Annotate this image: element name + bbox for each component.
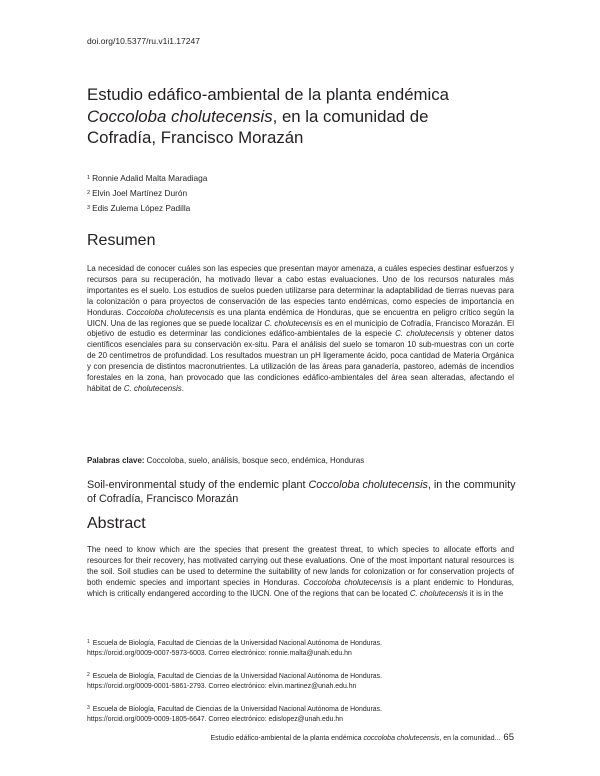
- footnote: $^1$ Escuela de Biología, Facultad de Ciencias de la Universidad Nacional Autónoma de Honduras. https://orcid.org/0009-0007-5973-6003. Correo electrónico: ronnie.malta@unah.edu.hn: [87, 639, 382, 658]
- footnote: $^3$ Escuela de Biología, Facultad de Ciencias de la Universidad Nacional Autónoma de Honduras. https://orcid.org/0009-0009-1805-6647. Correo electrónico: edislopez@unah.edu.hn: [87, 705, 382, 724]
- abstract-heading: Abstract: [87, 515, 146, 532]
- author-list: [87, 171, 207, 216]
- article-title: [87, 84, 527, 149]
- title-line1: Estudio edáfico-ambiental de la planta endémica: [87, 85, 449, 104]
- footnote: $^2$ Escuela de Biología, Facultad de Ciencias de la Universidad Nacional Autónoma de Honduras. https://orcid.org/0009-0001-5861-2793. Correo electrónico: elvin.martinez@unah.edu.hn: [87, 672, 382, 691]
- running-footer: Estudio edáfico-ambiental de la planta endémica coccoloba cholutecensis, en la comunidad... 65: [210, 732, 514, 743]
- title-line3: Cofradía, Francisco Morazán: [87, 128, 304, 147]
- page-number: 65: [503, 732, 514, 743]
- keywords-text: Coccoloba, suelo, análisis, bosque seco, endémica, Honduras: [144, 456, 365, 465]
- footnotes: [87, 637, 527, 736]
- keywords-label: Palabras clave:: [87, 456, 145, 465]
- english-title: Soil-environmental study of the endemic plant Coccoloba cholutecensis, in the community of Cofradía, Francisco Morazán: [87, 479, 516, 505]
- keywords: [87, 456, 364, 465]
- title-line2: , en la comunidad de: [272, 106, 429, 126]
- footnote-link[interactable]: https://orcid.org/0009-0007-5973-6003. Correo electrónico: ronnie.malta@unah.edu.hn: [87, 650, 352, 658]
- author: $^1$ Ronnie Adalid Malta Maradiaga: [87, 173, 208, 183]
- author: $^3$ Edis Zulema López Padilla: [87, 203, 191, 213]
- author: $^2$ Elvin Joel Martínez Durón: [87, 188, 188, 198]
- title-species: Coccoloba cholutecensis: [87, 106, 273, 126]
- footnote-link[interactable]: https://orcid.org/0009-0001-5861-2793. Correo electrónico: elvin.martinez@unah.edu.hn: [87, 683, 357, 691]
- resumen-paragraph: La necesidad de conocer cuáles son las especies que presentan mayor amenaza, a cuáles especies destinar esfuerzos y recursos para su recuperación, ha motivado llevar a cabo estas evaluaciones. Uno de los recursos naturales más importantes es el suelo. Los estudios de suelos pueden utilizarse para determinar la adaptabilidad de tierras nuevas para la colonización o para proyectos de conservación de las especies tanto endémicas, como especies de importancia en Honduras. Coccoloba cholutecensis es una planta endémica de Honduras, que se encuentra en peligro crítico según la UICN. Una de las regiones que se puede localizar C. cholutecensis es en el municipio de Cofradía, Francisco Morazán. El objetivo de estudio es determinar las condiciones edáfico-ambientales de la especie C. cholutecensis y obtener datos científicos esenciales para su conservación ex-situ. Para el análisis del suelo se tomaron 10 sub-muestras con un corte de 20 centímetros de profundidad. Los resultados muestran un pH ligeramente ácido, poca cantidad de Materia Orgánica y con presencia de distintos macronutrientes. La utilización de las áreas para ganadería, pastoreo, además de incendios forestales en la zona, han provocado que las condiciones edáfico-ambientales del área sean alteradas, afectando el hábitat de C. cholutecensis.: [87, 264, 514, 393]
- doi-link[interactable]: doi.org/10.5377/ru.v1i1.17247: [87, 36, 200, 46]
- resumen-heading: Resumen: [87, 232, 156, 249]
- footnote-link[interactable]: https://orcid.org/0009-0009-1805-6647. Correo electrónico: edislopez@unah.edu.hn: [87, 716, 343, 724]
- abstract-paragraph: The need to know which are the species that present the greatest threat, to which species to allocate efforts and resources for their recovery, has motivated carrying out these evaluations. One of the most important natural resources is the soil. Soil studies can be used to determine the suitability of new lands for colonization or for conservation projects of both endemic species and important species in Honduras. Coccoloba cholutecensis is a plant endemic to Honduras, which is critically endangered according to the IUCN. One of the regions that can be located C. cholutecensis it is in the: [87, 545, 514, 598]
